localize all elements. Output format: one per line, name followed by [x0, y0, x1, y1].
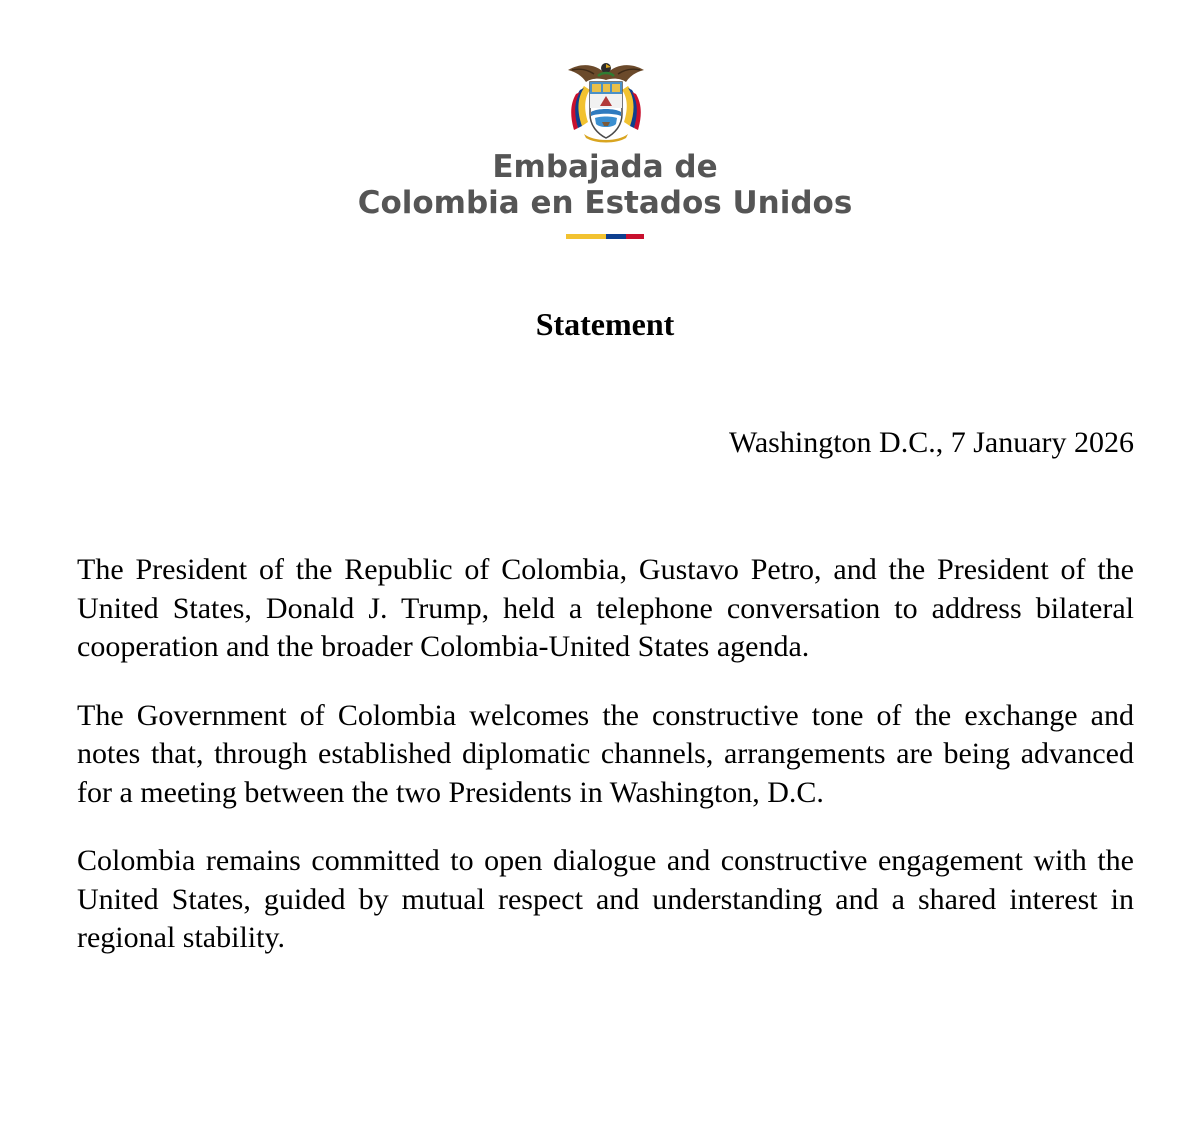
colombia-coat-of-arms-icon [562, 56, 650, 146]
paragraph: The President of the Republic of Colombia, Gustavo Petro, and the President of the United States, Donald J. Trump, held a telephone conversation to address bilateral cooperation and the broader Colombia-United States agenda. [77, 553, 1134, 663]
embassy-name-line1: Embajada de [492, 149, 718, 185]
embassy-name-line2: Colombia en Estados Unidos [357, 185, 853, 221]
place-and-date: Washington D.C., 7 January 2026 [728, 426, 1134, 459]
colombia-flag-bar [566, 234, 644, 239]
paragraph: The Government of Colombia welcomes the constructive tone of the exchange and notes that, through established diplomatic channels, arrangements are being advanced for a meeting between the two Presidents in Washington, D.C. [77, 698, 1134, 809]
statement-body [77, 551, 1134, 988]
flag-blue-stripe [606, 234, 626, 239]
flag-yellow-stripe [566, 234, 606, 239]
document-title: Statement [535, 306, 675, 342]
paragraph: Colombia remains committed to open dialogue and constructive engagement with the United States, guided by mutual respect and understanding and a shared interest in regional stability. [77, 844, 1134, 954]
flag-red-stripe [626, 234, 644, 239]
